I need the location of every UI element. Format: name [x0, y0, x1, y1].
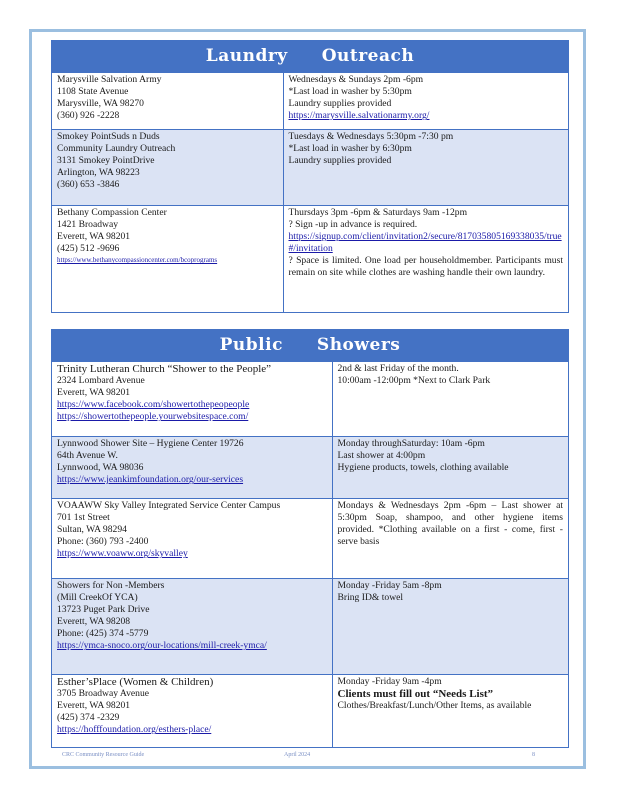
phone-line: (425) 512 -9696	[57, 243, 120, 255]
footer-date: April 2024	[284, 752, 311, 758]
schedule-line: Monday -Friday 5am -8pm	[337, 580, 442, 591]
phone-line: Phone: (360) 793 -2400	[57, 536, 149, 548]
laundry-outreach-banner	[52, 41, 568, 72]
table-row	[52, 499, 568, 579]
note-line: Clothes/Breakfast/Lunch/Other Items, as available	[337, 700, 532, 712]
table-row	[52, 206, 568, 312]
city-line: Sultan, WA 98294	[57, 524, 127, 536]
phone-line: (360) 653 -3846	[57, 179, 120, 191]
provider-name: Trinity Lutheran Church “Shower to the People”	[57, 363, 272, 375]
provider-name: Bethany Compassion Center	[57, 207, 167, 218]
address-line: 13723 Puget Park Drive	[57, 604, 150, 616]
address-line: 1421 Broadway	[57, 219, 119, 231]
address-line: 3131 Smokey PointDrive	[57, 155, 155, 167]
note-line: Last shower at 4:00pm	[337, 450, 426, 462]
signup-link[interactable]: https://signup.com/client/invitation2/secure/817035805169338035/true#/invitation	[288, 231, 562, 255]
phone-line: (425) 374 -2329	[57, 712, 120, 724]
provider-name: Smokey PointSuds n Duds	[57, 131, 160, 142]
banner-title-word: Laundry	[205, 46, 288, 66]
note-line: ? Space is limited. One load per householdmember. Participants must remain on site while clothes are washing handle their own laundry.	[288, 255, 563, 279]
provider-cell	[52, 206, 283, 312]
note-line: *Last load in washer by 6:30pm	[288, 143, 412, 155]
city-line: Marysville, WA 98270	[57, 98, 144, 110]
footer-page-number: 8	[532, 752, 535, 758]
table-row	[52, 579, 568, 675]
banner-title-word: Public	[219, 335, 283, 355]
website-link[interactable]: https://ymca-snoco.org/our-locations/mill-creek-ymca/	[57, 640, 267, 652]
schedule-line: Tuesdays & Wednesdays 5:30pm -7:30 pm	[288, 131, 454, 142]
city-line: Everett, WA 98201	[57, 387, 131, 399]
provider-name: Showers for Non -Members	[57, 580, 165, 591]
table-row	[52, 437, 568, 499]
city-line: Everett, WA 98208	[57, 616, 131, 628]
provider-cell	[52, 73, 283, 130]
banner-title-word: Showers	[316, 335, 401, 355]
phone-line: Phone: (425) 374 -5779	[57, 628, 149, 640]
provider-name: Esther’sPlace (Women & Children)	[57, 676, 214, 688]
city-line: Lynnwood, WA 98036	[57, 462, 144, 474]
public-showers-banner	[52, 330, 568, 361]
address-line: 2324 Lombard Avenue	[57, 375, 145, 387]
note-line: Laundry supplies provided	[288, 155, 392, 167]
note-line: Hygiene products, towels, clothing available	[337, 462, 509, 474]
provider-cell	[52, 130, 283, 206]
provider-name: VOAAWW Sky Valley Integrated Service Center Campus	[57, 500, 281, 511]
table-row	[52, 362, 568, 437]
details-cell	[283, 73, 568, 130]
website-link[interactable]: https://www.voaww.org/skyvalley	[57, 548, 188, 560]
provider-name: Marysville Salvation Army	[57, 74, 162, 85]
city-line: Everett, WA 98201	[57, 700, 131, 712]
website-link[interactable]: https://www.bethanycompassioncenter.com/bcoprograms	[57, 256, 218, 265]
details-cell	[283, 206, 568, 312]
city-line: Everett, WA 98201	[57, 231, 131, 243]
facebook-link[interactable]: https://www.facebook.com/showertothepeopeople	[57, 399, 250, 411]
table-row	[52, 73, 568, 130]
table-row	[52, 130, 568, 206]
laundry-table	[52, 72, 568, 312]
details-cell	[332, 579, 568, 675]
schedule-line: Wednesdays & Sundays 2pm -6pm	[288, 74, 424, 85]
banner-title-word: Outreach	[321, 46, 415, 66]
website-link[interactable]: https://www.jeankimfoundation.org/our-services	[57, 474, 244, 486]
schedule-line: Monday throughSaturday: 10am -6pm	[337, 438, 485, 449]
details-cell	[332, 675, 568, 747]
schedule-line: Monday -Friday 9am -4pm	[337, 676, 442, 687]
schedule-line: 2nd & last Friday of the month.	[337, 363, 459, 374]
details-cell	[332, 362, 568, 437]
note-line: Bring ID& towel	[337, 592, 404, 604]
note-line: ? Sign -up in advance is required.	[288, 219, 418, 231]
website-link[interactable]: https://hofffoundation.org/esthers-place/	[57, 724, 212, 736]
provider-cell	[52, 437, 332, 499]
public-showers-section	[51, 329, 569, 748]
website-link[interactable]: https://showertothepeople.yourwebsitespace.com/	[57, 411, 249, 423]
requirement-line: Clients must fill out “Needs List”	[337, 688, 494, 701]
provider-cell	[52, 675, 332, 747]
schedule-line: Thursdays 3pm -6pm & Saturdays 9am -12pm	[288, 207, 468, 218]
details-cell	[283, 130, 568, 206]
table-row	[52, 675, 568, 747]
showers-table	[52, 361, 568, 747]
schedule-line: Mondays & Wednesdays 2pm -6pm – Last shower at 5:30pm Soap, shampoo, and other hygiene items provided. *Clothing available on a first - come, first -serve basis	[337, 500, 563, 548]
address-line: 701 1st Street	[57, 512, 110, 524]
provider-name: Lynnwood Shower Site – Hygiene Center 19726	[57, 438, 244, 449]
note-line: *Last load in washer by 5:30pm	[288, 86, 412, 98]
city-line: Arlington, WA 98223	[57, 167, 140, 179]
address-line: 3705 Broadway Avenue	[57, 688, 150, 700]
schedule-line: 10:00am -12:00pm *Next to Clark Park	[337, 375, 491, 387]
provider-cell	[52, 499, 332, 579]
details-cell	[332, 499, 568, 579]
note-line: Laundry supplies provided	[288, 98, 392, 110]
address-line: 64th Avenue W.	[57, 450, 118, 462]
laundry-outreach-section	[51, 40, 569, 313]
phone-line: (360) 926 -2228	[57, 110, 120, 122]
provider-name: Community Laundry Outreach	[57, 143, 176, 155]
provider-cell	[52, 362, 332, 437]
provider-cell	[52, 579, 332, 675]
address-line: 1108 State Avenue	[57, 86, 129, 98]
footer-guide-title: CRC Community Resource Guide	[62, 752, 145, 758]
website-link[interactable]: https://marysville.salvationarmy.org/	[288, 110, 430, 122]
provider-name: (Mill CreekOf YCA)	[57, 592, 138, 604]
details-cell	[332, 437, 568, 499]
